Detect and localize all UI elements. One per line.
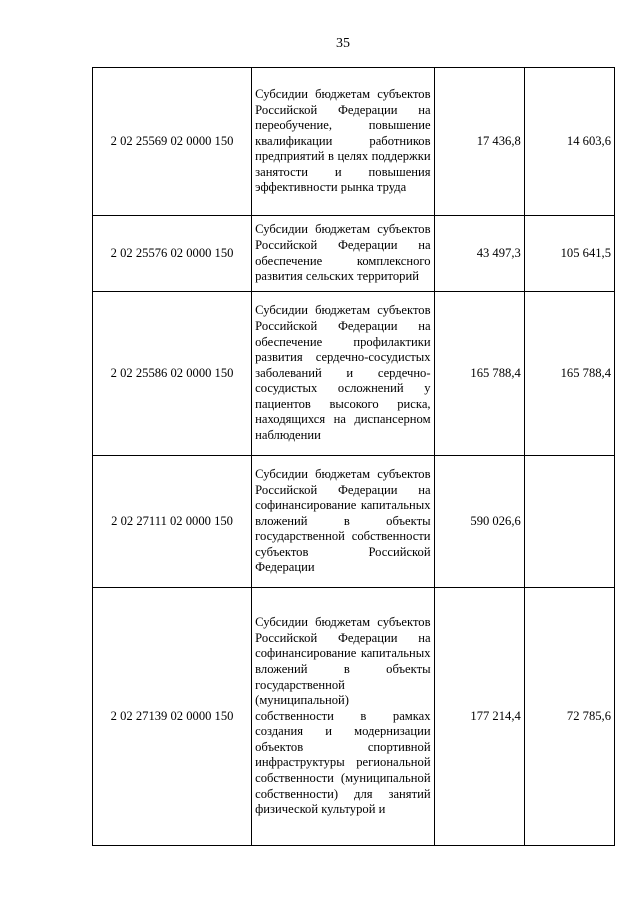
income-description: Субсидии бюджетам субъектов Российской Федерации на софинансирование капитальных вложений в объекты государственной собственности субъектов Российской Федерации <box>252 456 434 588</box>
budget-code: 2 02 25586 02 0000 150 <box>93 292 252 456</box>
income-description: Субсидии бюджетам субъектов Российской Федерации на софинансирование капитальных вложений в объекты государственной (муниципальной) собственности в рамках создания и модернизации объектов спортивной инфраструктуры региональной собственности (муниципальной собственности) для занятий физической культурой и <box>252 588 434 846</box>
amount-year-1: 177 214,4 <box>434 588 524 846</box>
page-number: 35 <box>336 36 350 51</box>
budget-code: 2 02 27139 02 0000 150 <box>93 588 252 846</box>
budget-code: 2 02 27111 02 0000 150 <box>93 456 252 588</box>
amount-year-1: 17 436,8 <box>434 68 524 216</box>
amount-year-2: 72 785,6 <box>524 588 614 846</box>
income-description: Субсидии бюджетам субъектов Российской Федерации на обеспечение комплексного развития сельских территорий <box>252 216 434 292</box>
table-row <box>93 216 615 292</box>
table-row <box>93 456 615 588</box>
amount-year-1: 43 497,3 <box>434 216 524 292</box>
amount-year-2: 105 641,5 <box>524 216 614 292</box>
budget-code: 2 02 25569 02 0000 150 <box>93 68 252 216</box>
amount-year-2: 165 788,4 <box>524 292 614 456</box>
income-description: Субсидии бюджетам субъектов Российской Федерации на переобучение, повышение квалификации работников предприятий в целях поддержки занятости и повышения эффективности рынка труда <box>252 68 434 216</box>
amount-year-2 <box>524 456 614 588</box>
table-row <box>93 588 615 846</box>
budget-code: 2 02 25576 02 0000 150 <box>93 216 252 292</box>
table-row <box>93 68 615 216</box>
budget-table <box>92 67 615 846</box>
income-description: Субсидии бюджетам субъектов Российской Федерации на обеспечение профилактики развития сердечно-сосудистых заболеваний и сердечно-сосудистых осложнений у пациентов высокого риска, находящихся на диспансерном наблюдении <box>252 292 434 456</box>
amount-year-1: 590 026,6 <box>434 456 524 588</box>
table-row <box>93 292 615 456</box>
amount-year-2: 14 603,6 <box>524 68 614 216</box>
amount-year-1: 165 788,4 <box>434 292 524 456</box>
